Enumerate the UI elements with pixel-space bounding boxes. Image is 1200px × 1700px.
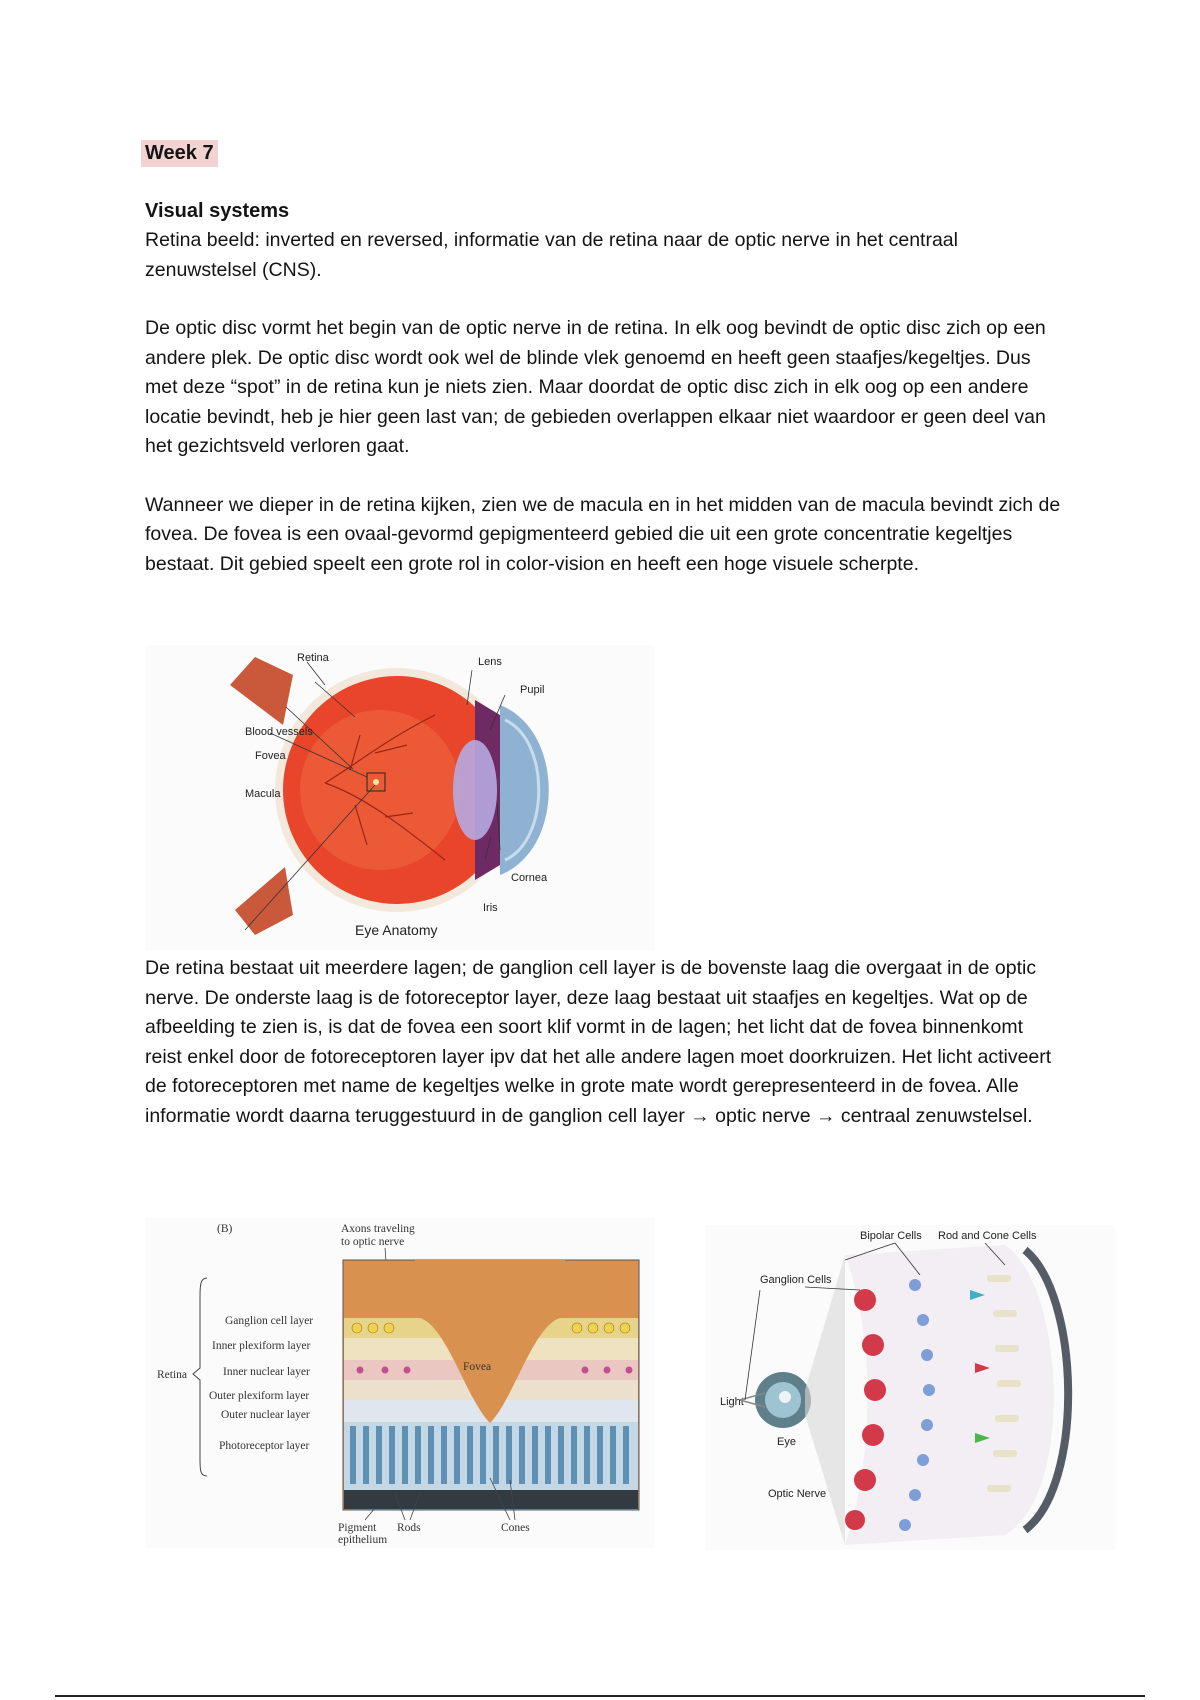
cornea-shape	[500, 705, 549, 875]
label-rods: Rods	[397, 1522, 421, 1534]
eye-anatomy-figure	[145, 645, 655, 950]
label-bipolar-cells: Bipolar Cells	[860, 1230, 922, 1242]
label-pupil: Pupil	[520, 684, 545, 696]
label-iris: Iris	[483, 902, 498, 914]
label-retina-bracket: Retina	[157, 1369, 188, 1381]
eye-muscle-bottom	[235, 867, 293, 935]
page-bottom-rule	[55, 1695, 1145, 1697]
paragraph-macula-fovea: Wanneer we dieper in de retina kijken, zien we de macula en in het midden van de macula bevindt zich de fovea. De fovea is een ovaal-gevormd gepigmenteerd gebied die uit een grote concentratie kegeltjes bestaat. Dit gebied speelt een grote rol in color-vision en heeft een hoge visuele scherpte.	[145, 493, 1061, 575]
paragraph-retina-image: Retina beeld: inverted en reversed, informatie van de retina naar de optic nerve in het centraal zenuwstelsel (CNS).	[145, 229, 958, 281]
label-fovea-pit: Fovea	[463, 1361, 492, 1373]
label-outer-nuclear-layer: Outer nuclear layer	[221, 1409, 310, 1421]
label-optic-nerve: Optic Nerve	[768, 1488, 827, 1500]
section-heading: Visual systems	[145, 200, 290, 222]
label-inner-nuclear-layer: Inner nuclear layer	[223, 1366, 310, 1378]
lens-shape	[453, 740, 497, 840]
label-cornea: Cornea	[511, 872, 548, 884]
label-photoreceptor-layer: Photoreceptor layer	[219, 1440, 310, 1452]
label-eye: Eye	[777, 1436, 796, 1448]
label-pigment-1: Pigment	[338, 1522, 377, 1534]
label-outer-plexiform-layer: Outer plexiform layer	[209, 1390, 310, 1402]
label-axons-2: to optic nerve	[341, 1236, 405, 1248]
label-cones: Cones	[501, 1522, 530, 1534]
label-ganglion-cell-layer: Ganglion cell layer	[225, 1315, 314, 1327]
pigment-epithelium-band	[344, 1490, 638, 1509]
label-macula: Macula	[245, 788, 281, 800]
label-pigment-2: epithelium	[338, 1534, 388, 1546]
paragraph-retina-layers: De retina bestaat uit meerdere lagen; de ganglion cell layer is de bovenste laag die overgaat in de optic nerve. De onderste laag is de fotoreceptor layer, deze laag bestaat uit staafjes en kegeltjes. Wat op de afbeelding te zien is, is dat de fovea een soort klif vormt in de lagen; het licht dat de fovea binnenkomt reist enkel door de fotoreceptoren layer ipv dat het alle andere lagen moet doorkruizen. Het licht activeert de fotoreceptoren met name de kegeltjes welke in grote mate wordt gerepresenteerd in de fovea. Alle informatie wordt daarna teruggestuurd in de ganglion cell layer → optic nerve → centraal zenuwstelsel.	[145, 957, 1052, 1127]
paragraph-optic-disc: De optic disc vormt het begin van de optic nerve in de retina. In elk oog bevindt de optic disc zich op een andere plek. De optic disc wordt ook wel de blinde vlek genoemd en heeft geen staafjes/kegeltjes. Dus met deze “spot” in de retina kun je niets zien. Maar doordat de optic disc zich in elk oog op een andere locatie bevindt, heb je hier geen last van; de gebieden overlappen elkaar niet waardoor er geen deel van het gezichtsveld verloren gaat.	[145, 317, 1046, 457]
label-ganglion-cells: Ganglion Cells	[760, 1274, 832, 1286]
label-fovea: Fovea	[255, 750, 286, 762]
label-axons-1: Axons traveling	[341, 1223, 415, 1235]
fovea-dot	[373, 779, 379, 785]
label-blood-vessels: Blood vessels	[245, 726, 313, 738]
retinal-cells-figure	[705, 1225, 1115, 1550]
eye-muscle-top	[230, 657, 293, 725]
week-heading: Week 7	[141, 140, 218, 167]
panel-label: (B)	[217, 1223, 233, 1235]
figure-caption-eye-anatomy: Eye Anatomy	[355, 922, 438, 938]
label-rod-cone-cells: Rod and Cone Cells	[938, 1230, 1037, 1242]
label-lens: Lens	[478, 656, 502, 668]
retina-layers-figure	[145, 1218, 655, 1548]
document-content	[145, 140, 1065, 1131]
label-retina: Retina	[297, 652, 329, 664]
label-inner-plexiform-layer: Inner plexiform layer	[212, 1340, 311, 1352]
label-light: Light	[720, 1396, 744, 1408]
